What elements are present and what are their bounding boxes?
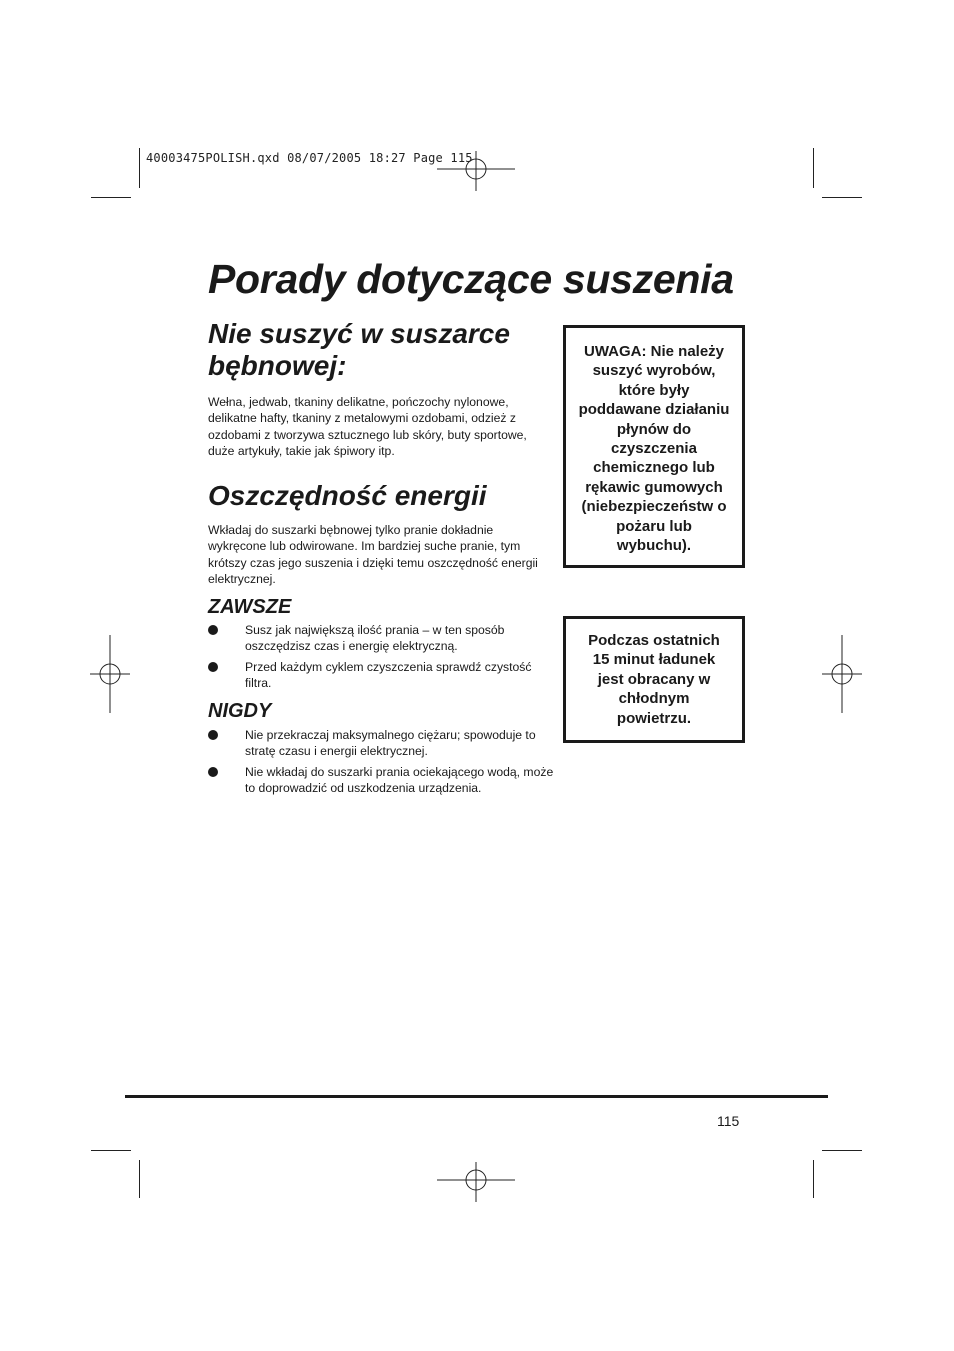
list-item-text: Nie przekraczaj maksymalnego ciężaru; spowoduje to stratę czasu i energii elektrycznej. <box>245 728 536 759</box>
crop-mark-tr-h <box>822 197 862 198</box>
crop-mark-tl-h <box>91 197 131 198</box>
list-item <box>208 764 553 798</box>
crop-mark-tl-v <box>139 148 140 188</box>
footer-rule <box>125 1095 828 1098</box>
section-text-do-not-dry: Wełna, jedwab, tkaniny delikatne, pończochy nylonowe, delikatne hafty, tkaniny z metalowymi ozdobami, odzież z ozdobami z tworzywa sztucznego lub skóry, buty sportowe, duże artykuły, takie jak śpiwory itp. <box>208 395 527 458</box>
always-heading: ZAWSZE <box>208 596 292 618</box>
crop-mark-tr-v <box>813 148 814 188</box>
info-box-text: Podczas ostatnich 15 minut ładunek jest obracany w chłodnym powietrzu. <box>588 632 720 727</box>
page-title: Porady dotyczące suszenia <box>208 256 734 302</box>
registration-crosshair-icon <box>90 635 130 713</box>
bullet-dot-icon <box>208 625 218 635</box>
list-item <box>208 622 553 656</box>
info-box <box>563 616 745 743</box>
registration-crosshair-icon <box>437 1162 515 1202</box>
section-text-energy-saving: Wkładaj do suszarki bębnowej tylko pranie dokładnie wykręcone lub odwirowane. Im bardziej suche pranie, tym krótszy czas jego suszenia i dzięki temu oszczędność energii elektrycznej. <box>208 523 538 586</box>
never-heading: NIGDY <box>208 700 272 722</box>
print-slug: 40003475POLISH.qxd 08/07/2005 18:27 Page 115 <box>146 151 473 165</box>
list-item-text: Nie wkładaj do suszarki prania ociekającego wodą, może to doprowadzić od uszkodzenia urządzenia. <box>245 765 554 796</box>
page-number: 115 <box>717 1113 740 1129</box>
list-item-text: Susz jak największą ilość prania – w ten sposób oszczędzisz czas i energię elektryczną. <box>245 623 505 654</box>
warning-box <box>563 325 745 568</box>
bullet-dot-icon <box>208 662 218 672</box>
section-heading-energy-saving: Oszczędność energii <box>208 480 487 511</box>
bullet-dot-icon <box>208 767 218 777</box>
crop-mark-bl-v <box>139 1160 140 1198</box>
section-heading-do-not-dry: Nie suszyć w suszarce bębnowej: <box>208 318 510 381</box>
crop-mark-br-v <box>813 1160 814 1198</box>
registration-crosshair-icon <box>822 635 862 713</box>
crop-mark-br-h <box>822 1150 862 1151</box>
bullet-dot-icon <box>208 730 218 740</box>
crop-mark-bl-h <box>91 1150 131 1151</box>
list-item <box>208 659 553 693</box>
warning-box-text: UWAGA: Nie należy suszyć wyrobów, które były poddawane działaniu płynów do czyszczenia chemicznego lub rękawic gumowych (niebezpieczeństw o pożaru lub wybuchu). <box>578 343 730 555</box>
list-item <box>208 727 553 761</box>
list-item-text: Przed każdym cyklem czyszczenia sprawdź czystość filtra. <box>245 660 532 691</box>
